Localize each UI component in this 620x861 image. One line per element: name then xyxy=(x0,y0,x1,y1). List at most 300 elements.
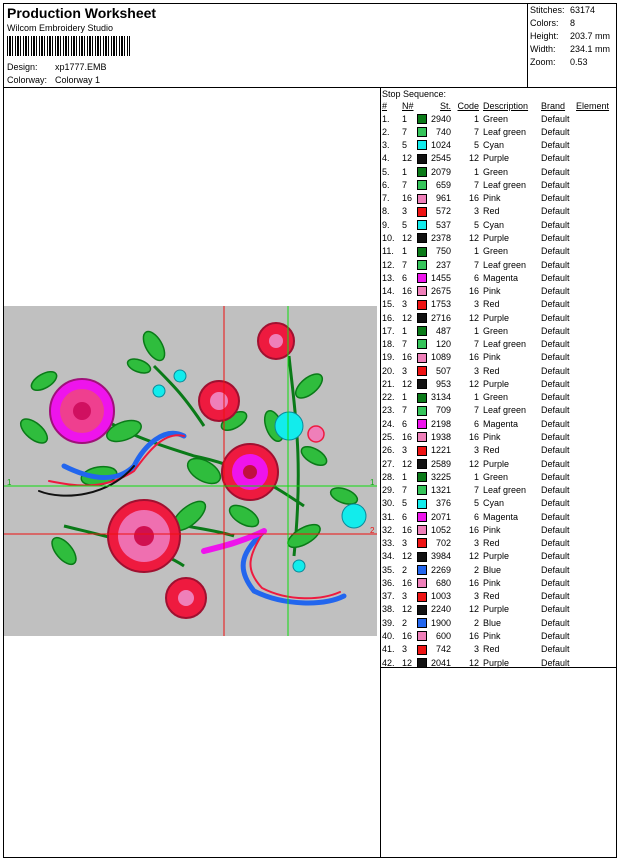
row-stitches: 1753 xyxy=(431,299,452,310)
row-code: 1 xyxy=(474,246,480,257)
table-row xyxy=(380,603,609,616)
row-code: 7 xyxy=(474,405,480,416)
col-header-element: Element xyxy=(576,101,610,111)
row-element xyxy=(576,483,609,496)
row-brand: Default xyxy=(541,485,570,496)
table-row xyxy=(380,656,609,669)
row-brand: Default xyxy=(541,405,570,416)
colorway-label: Colorway: xyxy=(7,75,48,85)
color-swatch xyxy=(417,220,427,230)
row-number: 33. xyxy=(382,538,395,549)
row-needle: 1 xyxy=(402,166,408,177)
row-code: 12 xyxy=(469,153,480,164)
table-row xyxy=(380,271,609,284)
row-code: 7 xyxy=(474,485,480,496)
marker-1-right: 1 xyxy=(370,478,375,487)
row-code: 12 xyxy=(469,312,480,323)
embroidery-artwork xyxy=(4,306,377,636)
row-needle: 3 xyxy=(402,299,408,310)
row-description: Blue xyxy=(483,617,502,628)
table-row xyxy=(380,284,609,297)
row-code: 12 xyxy=(469,233,480,244)
color-swatch xyxy=(417,127,427,137)
row-number: 14. xyxy=(382,286,395,297)
row-swatch xyxy=(417,656,431,669)
row-code: 12 xyxy=(469,657,480,668)
row-code: 16 xyxy=(469,193,480,204)
row-brand: Default xyxy=(541,166,570,177)
row-swatch xyxy=(417,152,431,165)
row-description: Red xyxy=(483,644,500,655)
row-stitches: 572 xyxy=(436,206,452,217)
table-row xyxy=(380,444,609,457)
row-description: Leaf green xyxy=(483,126,527,137)
row-stitches: 1221 xyxy=(431,445,452,456)
row-element xyxy=(576,364,609,377)
row-stitches: 2589 xyxy=(431,458,452,469)
row-stitches: 2378 xyxy=(431,233,452,244)
row-needle: 5 xyxy=(402,140,408,151)
row-needle: 16 xyxy=(402,352,413,363)
row-stitches: 740 xyxy=(436,126,452,137)
page-title: Production Worksheet xyxy=(7,5,157,21)
row-description: Magenta xyxy=(483,272,519,283)
row-needle: 6 xyxy=(402,418,408,429)
row-number: 2. xyxy=(382,126,390,137)
table-row xyxy=(380,165,609,178)
row-number: 34. xyxy=(382,551,395,562)
row-brand: Default xyxy=(541,378,570,389)
row-swatch xyxy=(417,125,431,138)
color-swatch xyxy=(417,552,427,562)
row-description: Red xyxy=(483,445,500,456)
table-body xyxy=(380,112,609,669)
table-row xyxy=(380,643,609,656)
row-number: 29. xyxy=(382,485,395,496)
zoom-label: Zoom: xyxy=(530,57,556,67)
barcode xyxy=(7,36,130,56)
color-swatch xyxy=(417,393,427,403)
row-number: 16. xyxy=(382,312,395,323)
row-description: Green xyxy=(483,246,509,257)
row-code: 6 xyxy=(474,418,480,429)
row-code: 7 xyxy=(474,339,480,350)
color-swatch xyxy=(417,512,427,522)
row-element xyxy=(576,550,609,563)
row-description: Green xyxy=(483,113,509,124)
row-description: Purple xyxy=(483,233,510,244)
row-element xyxy=(576,165,609,178)
table-row xyxy=(380,616,609,629)
row-needle: 3 xyxy=(402,445,408,456)
row-stitches: 961 xyxy=(436,193,452,204)
row-number: 35. xyxy=(382,564,395,575)
row-needle: 6 xyxy=(402,511,408,522)
row-brand: Default xyxy=(541,259,570,270)
design-label: Design: xyxy=(7,62,38,72)
row-brand: Default xyxy=(541,432,570,442)
color-swatch xyxy=(417,432,427,442)
row-swatch xyxy=(417,139,431,152)
row-needle: 7 xyxy=(402,485,408,496)
row-stitches: 2198 xyxy=(431,418,452,429)
row-needle: 16 xyxy=(402,432,413,442)
color-swatch xyxy=(417,631,427,641)
row-element xyxy=(576,643,609,656)
row-brand: Default xyxy=(541,246,570,257)
row-element xyxy=(576,231,609,244)
row-needle: 12 xyxy=(402,153,413,164)
row-number: 28. xyxy=(382,471,395,482)
row-needle: 5 xyxy=(402,498,408,509)
color-swatch xyxy=(417,538,427,548)
table-row xyxy=(380,404,609,417)
row-description: Leaf green xyxy=(483,339,527,350)
row-element xyxy=(576,205,609,218)
row-stitches: 1900 xyxy=(431,617,452,628)
header-divider xyxy=(3,87,617,88)
color-swatch xyxy=(417,300,427,310)
row-code: 12 xyxy=(469,551,480,562)
row-description: Red xyxy=(483,538,500,549)
row-needle: 2 xyxy=(402,564,408,575)
row-stitches: 2269 xyxy=(431,564,452,575)
row-code: 7 xyxy=(474,259,480,270)
width-label: Width: xyxy=(530,44,556,54)
row-code: 3 xyxy=(474,206,480,217)
row-code: 2 xyxy=(474,617,480,628)
row-code: 5 xyxy=(474,498,480,509)
row-brand: Default xyxy=(541,657,570,668)
row-needle: 1 xyxy=(402,246,408,257)
stop-sequence-title: Stop Sequence: xyxy=(382,89,447,99)
row-swatch xyxy=(417,444,431,457)
row-number: 36. xyxy=(382,577,395,588)
row-description: Pink xyxy=(483,524,501,535)
row-stitches: 750 xyxy=(436,246,452,257)
table-row xyxy=(380,218,609,231)
row-description: Green xyxy=(483,325,509,336)
row-description: Red xyxy=(483,299,500,310)
table-row xyxy=(380,324,609,337)
row-swatch xyxy=(417,523,431,536)
table-row xyxy=(380,497,609,510)
row-swatch xyxy=(417,404,431,417)
row-description: Purple xyxy=(483,312,510,323)
color-swatch xyxy=(417,419,427,429)
row-stitches: 3984 xyxy=(431,551,452,562)
table-row xyxy=(380,576,609,589)
row-element xyxy=(576,656,609,669)
row-brand: Default xyxy=(541,193,570,204)
row-stitches: 680 xyxy=(436,577,452,588)
width-value: 234.1 mm xyxy=(570,44,611,54)
table-row xyxy=(380,205,609,218)
row-element xyxy=(576,338,609,351)
leaves xyxy=(17,328,360,568)
row-swatch xyxy=(417,643,431,656)
table-row xyxy=(380,125,609,138)
row-element xyxy=(576,629,609,642)
row-description: Leaf green xyxy=(483,179,527,190)
row-swatch xyxy=(417,245,431,258)
table-row xyxy=(380,483,609,496)
row-stitches: 237 xyxy=(436,259,452,270)
row-element xyxy=(576,112,609,125)
row-code: 12 xyxy=(469,458,480,469)
row-brand: Default xyxy=(541,630,570,641)
table-row xyxy=(380,629,609,642)
row-swatch xyxy=(417,338,431,351)
col-header-brand: Brand xyxy=(541,101,566,111)
row-swatch xyxy=(417,510,431,523)
row-brand: Default xyxy=(541,564,570,575)
stop-sequence-table xyxy=(380,100,609,669)
stitches-row xyxy=(530,5,596,15)
row-stitches: 742 xyxy=(436,644,452,655)
col-header-number: # xyxy=(382,101,388,111)
row-element xyxy=(576,616,609,629)
row-element xyxy=(576,284,609,297)
row-element xyxy=(576,271,609,284)
row-stitches: 2940 xyxy=(431,113,452,124)
row-code: 3 xyxy=(474,299,480,310)
table-row xyxy=(380,430,609,443)
row-code: 3 xyxy=(474,538,480,549)
table-row xyxy=(380,417,609,430)
row-needle: 1 xyxy=(402,471,408,482)
table-row xyxy=(380,298,609,311)
row-number: 11. xyxy=(382,246,394,257)
row-needle: 7 xyxy=(402,259,408,270)
row-number: 22. xyxy=(382,392,395,403)
row-brand: Default xyxy=(541,524,570,535)
color-swatch xyxy=(417,459,427,469)
row-number: 9. xyxy=(382,219,390,230)
row-number: 19. xyxy=(382,352,395,363)
table-row xyxy=(380,351,609,364)
table-row xyxy=(380,231,609,244)
row-element xyxy=(576,417,609,430)
row-swatch xyxy=(417,218,431,231)
row-description: Cyan xyxy=(483,140,505,151)
row-number: 15. xyxy=(382,299,395,310)
row-element xyxy=(576,430,609,443)
row-brand: Default xyxy=(541,352,570,363)
row-description: Cyan xyxy=(483,498,505,509)
row-code: 16 xyxy=(469,630,480,641)
table-row xyxy=(380,258,609,271)
design-value: xp1777.EMB xyxy=(55,62,107,72)
row-needle: 7 xyxy=(402,126,408,137)
row-number: 10. xyxy=(382,233,395,244)
row-number: 27. xyxy=(382,458,395,469)
row-number: 31. xyxy=(382,511,395,522)
row-needle: 3 xyxy=(402,365,408,376)
row-brand: Default xyxy=(541,325,570,336)
row-number: 37. xyxy=(382,591,395,602)
row-code: 3 xyxy=(474,445,480,456)
row-brand: Default xyxy=(541,233,570,244)
row-swatch xyxy=(417,391,431,404)
height-row xyxy=(530,31,611,41)
row-code: 5 xyxy=(474,140,480,151)
row-element xyxy=(576,298,609,311)
row-description: Pink xyxy=(483,193,501,204)
row-needle: 7 xyxy=(402,179,408,190)
row-swatch xyxy=(417,457,431,470)
row-element xyxy=(576,510,609,523)
row-brand: Default xyxy=(541,538,570,549)
row-element xyxy=(576,391,609,404)
row-number: 18. xyxy=(382,339,395,350)
col-header-stitches: St. xyxy=(440,101,452,111)
row-brand: Default xyxy=(541,299,570,310)
row-element xyxy=(576,324,609,337)
row-element xyxy=(576,603,609,616)
row-swatch xyxy=(417,483,431,496)
row-swatch xyxy=(417,603,431,616)
row-stitches: 3134 xyxy=(431,392,452,403)
row-stitches: 487 xyxy=(436,325,452,336)
row-description: Pink xyxy=(483,432,501,442)
colors-label: Colors: xyxy=(530,18,559,28)
row-swatch xyxy=(417,537,431,550)
table-row xyxy=(380,192,609,205)
row-swatch xyxy=(417,284,431,297)
color-swatch xyxy=(417,233,427,243)
row-stitches: 600 xyxy=(436,630,452,641)
row-code: 3 xyxy=(474,591,480,602)
row-swatch xyxy=(417,377,431,390)
row-swatch xyxy=(417,616,431,629)
row-number: 7. xyxy=(382,193,390,204)
row-code: 16 xyxy=(469,352,480,363)
row-description: Blue xyxy=(483,564,502,575)
table-row xyxy=(380,178,609,191)
color-swatch xyxy=(417,525,427,535)
row-brand: Default xyxy=(541,140,570,151)
row-code: 16 xyxy=(469,286,480,297)
row-number: 23. xyxy=(382,405,395,416)
row-number: 1. xyxy=(382,113,390,124)
color-swatch xyxy=(417,326,427,336)
row-number: 42. xyxy=(382,657,395,668)
row-description: Purple xyxy=(483,551,510,562)
row-brand: Default xyxy=(541,153,570,164)
zoom-row xyxy=(530,57,588,67)
colorway-row xyxy=(7,75,101,85)
color-swatch xyxy=(417,260,427,270)
row-swatch xyxy=(417,298,431,311)
row-brand: Default xyxy=(541,339,570,350)
table-row xyxy=(380,590,609,603)
row-brand: Default xyxy=(541,206,570,217)
row-needle: 12 xyxy=(402,551,413,562)
table-row xyxy=(380,510,609,523)
row-code: 1 xyxy=(474,471,480,482)
row-brand: Default xyxy=(541,126,570,137)
row-code: 12 xyxy=(469,604,480,615)
row-swatch xyxy=(417,470,431,483)
row-code: 1 xyxy=(474,392,480,403)
row-needle: 12 xyxy=(402,604,413,615)
row-number: 39. xyxy=(382,617,395,628)
row-element xyxy=(576,192,609,205)
table-row xyxy=(380,391,609,404)
row-description: Green xyxy=(483,471,509,482)
row-swatch xyxy=(417,590,431,603)
row-swatch xyxy=(417,576,431,589)
table-row xyxy=(380,470,609,483)
row-code: 16 xyxy=(469,577,480,588)
row-needle: 16 xyxy=(402,193,413,204)
color-swatch xyxy=(417,565,427,575)
row-number: 3. xyxy=(382,140,390,151)
col-header-needle: N# xyxy=(402,101,414,111)
table-row xyxy=(380,311,609,324)
row-swatch xyxy=(417,629,431,642)
stitches-label: Stitches: xyxy=(530,5,565,15)
color-swatch xyxy=(417,353,427,363)
row-stitches: 702 xyxy=(436,538,452,549)
row-number: 25. xyxy=(382,432,395,442)
color-swatch xyxy=(417,379,427,389)
row-stitches: 1089 xyxy=(431,352,452,363)
row-brand: Default xyxy=(541,392,570,403)
row-number: 21. xyxy=(382,378,395,389)
row-swatch xyxy=(417,417,431,430)
row-swatch xyxy=(417,165,431,178)
row-needle: 12 xyxy=(402,657,413,668)
row-swatch xyxy=(417,258,431,271)
row-brand: Default xyxy=(541,498,570,509)
row-stitches: 1938 xyxy=(431,432,452,442)
color-swatch xyxy=(417,605,427,615)
zoom-value: 0.53 xyxy=(570,57,588,67)
row-description: Red xyxy=(483,206,500,217)
row-needle: 16 xyxy=(402,524,413,535)
height-value: 203.7 mm xyxy=(570,31,611,41)
row-brand: Default xyxy=(541,312,570,323)
row-stitches: 120 xyxy=(436,339,452,350)
row-stitches: 2240 xyxy=(431,604,452,615)
row-description: Green xyxy=(483,392,509,403)
row-needle: 3 xyxy=(402,206,408,217)
table-row xyxy=(380,563,609,576)
row-stitches: 537 xyxy=(436,219,452,230)
table-row xyxy=(380,112,609,125)
row-element xyxy=(576,258,609,271)
row-code: 16 xyxy=(469,432,480,442)
row-swatch xyxy=(417,311,431,324)
row-number: 12. xyxy=(382,259,395,270)
row-element xyxy=(576,245,609,258)
row-number: 13. xyxy=(382,272,395,283)
row-swatch xyxy=(417,364,431,377)
row-description: Purple xyxy=(483,378,510,389)
color-swatch xyxy=(417,286,427,296)
row-stitches: 659 xyxy=(436,179,452,190)
color-swatch xyxy=(417,207,427,217)
colors-value: 8 xyxy=(570,18,576,28)
table-row xyxy=(380,377,609,390)
row-description: Pink xyxy=(483,352,501,363)
row-number: 41. xyxy=(382,644,395,655)
row-description: Magenta xyxy=(483,511,519,522)
row-brand: Default xyxy=(541,219,570,230)
row-brand: Default xyxy=(541,365,570,376)
